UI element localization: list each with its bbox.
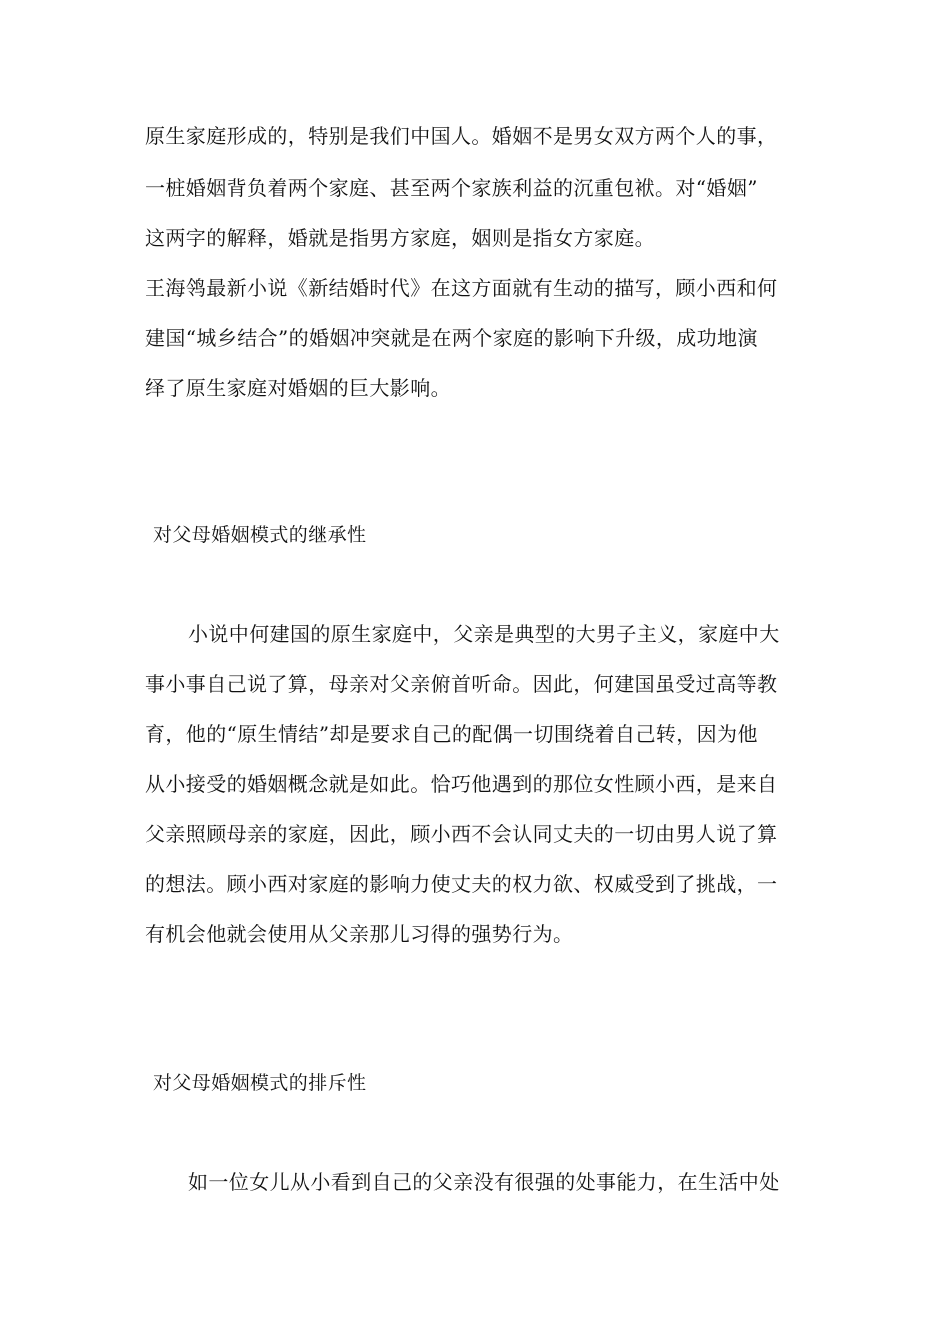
section-heading-rejection: 对父母婚姻模式的排斥性 — [153, 1072, 367, 1094]
paragraph-3-line-5: 父亲照顾母亲的家庭，因此，顾小西不会认同丈夫的一切由男人说了算 — [145, 822, 778, 846]
paragraph-2-line-1: 王海鸰最新小说《新结婚时代》在这方面就有生动的描写，顾小西和何 — [145, 276, 778, 300]
paragraph-2-line-3: 绎了原生家庭对婚姻的巨大影响。 — [145, 376, 451, 400]
paragraph-3-line-2: 事小事自己说了算，母亲对父亲俯首听命。因此，何建国虽受过高等教 — [145, 672, 778, 696]
paragraph-2-line-2: 建国“城乡结合”的婚姻冲突就是在两个家庭的影响下升级，成功地演 — [145, 326, 758, 350]
paragraph-3-line-3: 育，他的“原生情结”却是要求自己的配偶一切围绕着自己转，因为他 — [145, 722, 758, 746]
paragraph-1-line-2: 一桩婚姻背负着两个家庭、甚至两个家族利益的沉重包袱。对“婚姻” — [145, 176, 758, 200]
paragraph-1-line-3: 这两字的解释，婚就是指男方家庭，姻则是指女方家庭。 — [145, 226, 655, 250]
paragraph-3-line-1: 小说中何建国的原生家庭中，父亲是典型的大男子主义，家庭中大 — [188, 622, 780, 646]
paragraph-3-line-4: 从小接受的婚姻概念就是如此。恰巧他遇到的那位女性顾小西，是来自 — [145, 772, 778, 796]
paragraph-3-line-7: 有机会他就会使用从父亲那儿习得的强势行为。 — [145, 922, 574, 946]
section-heading-inheritance: 对父母婚姻模式的继承性 — [153, 524, 367, 546]
paragraph-4-line-1: 如一位女儿从小看到自己的父亲没有很强的处事能力，在生活中处 — [188, 1170, 780, 1194]
paragraph-1-line-1: 原生家庭形成的，特别是我们中国人。婚姻不是男女双方两个人的事， — [145, 124, 778, 148]
paragraph-3-line-6: 的想法。顾小西对家庭的影响力使丈夫的权力欲、权威受到了挑战，一 — [145, 872, 778, 896]
